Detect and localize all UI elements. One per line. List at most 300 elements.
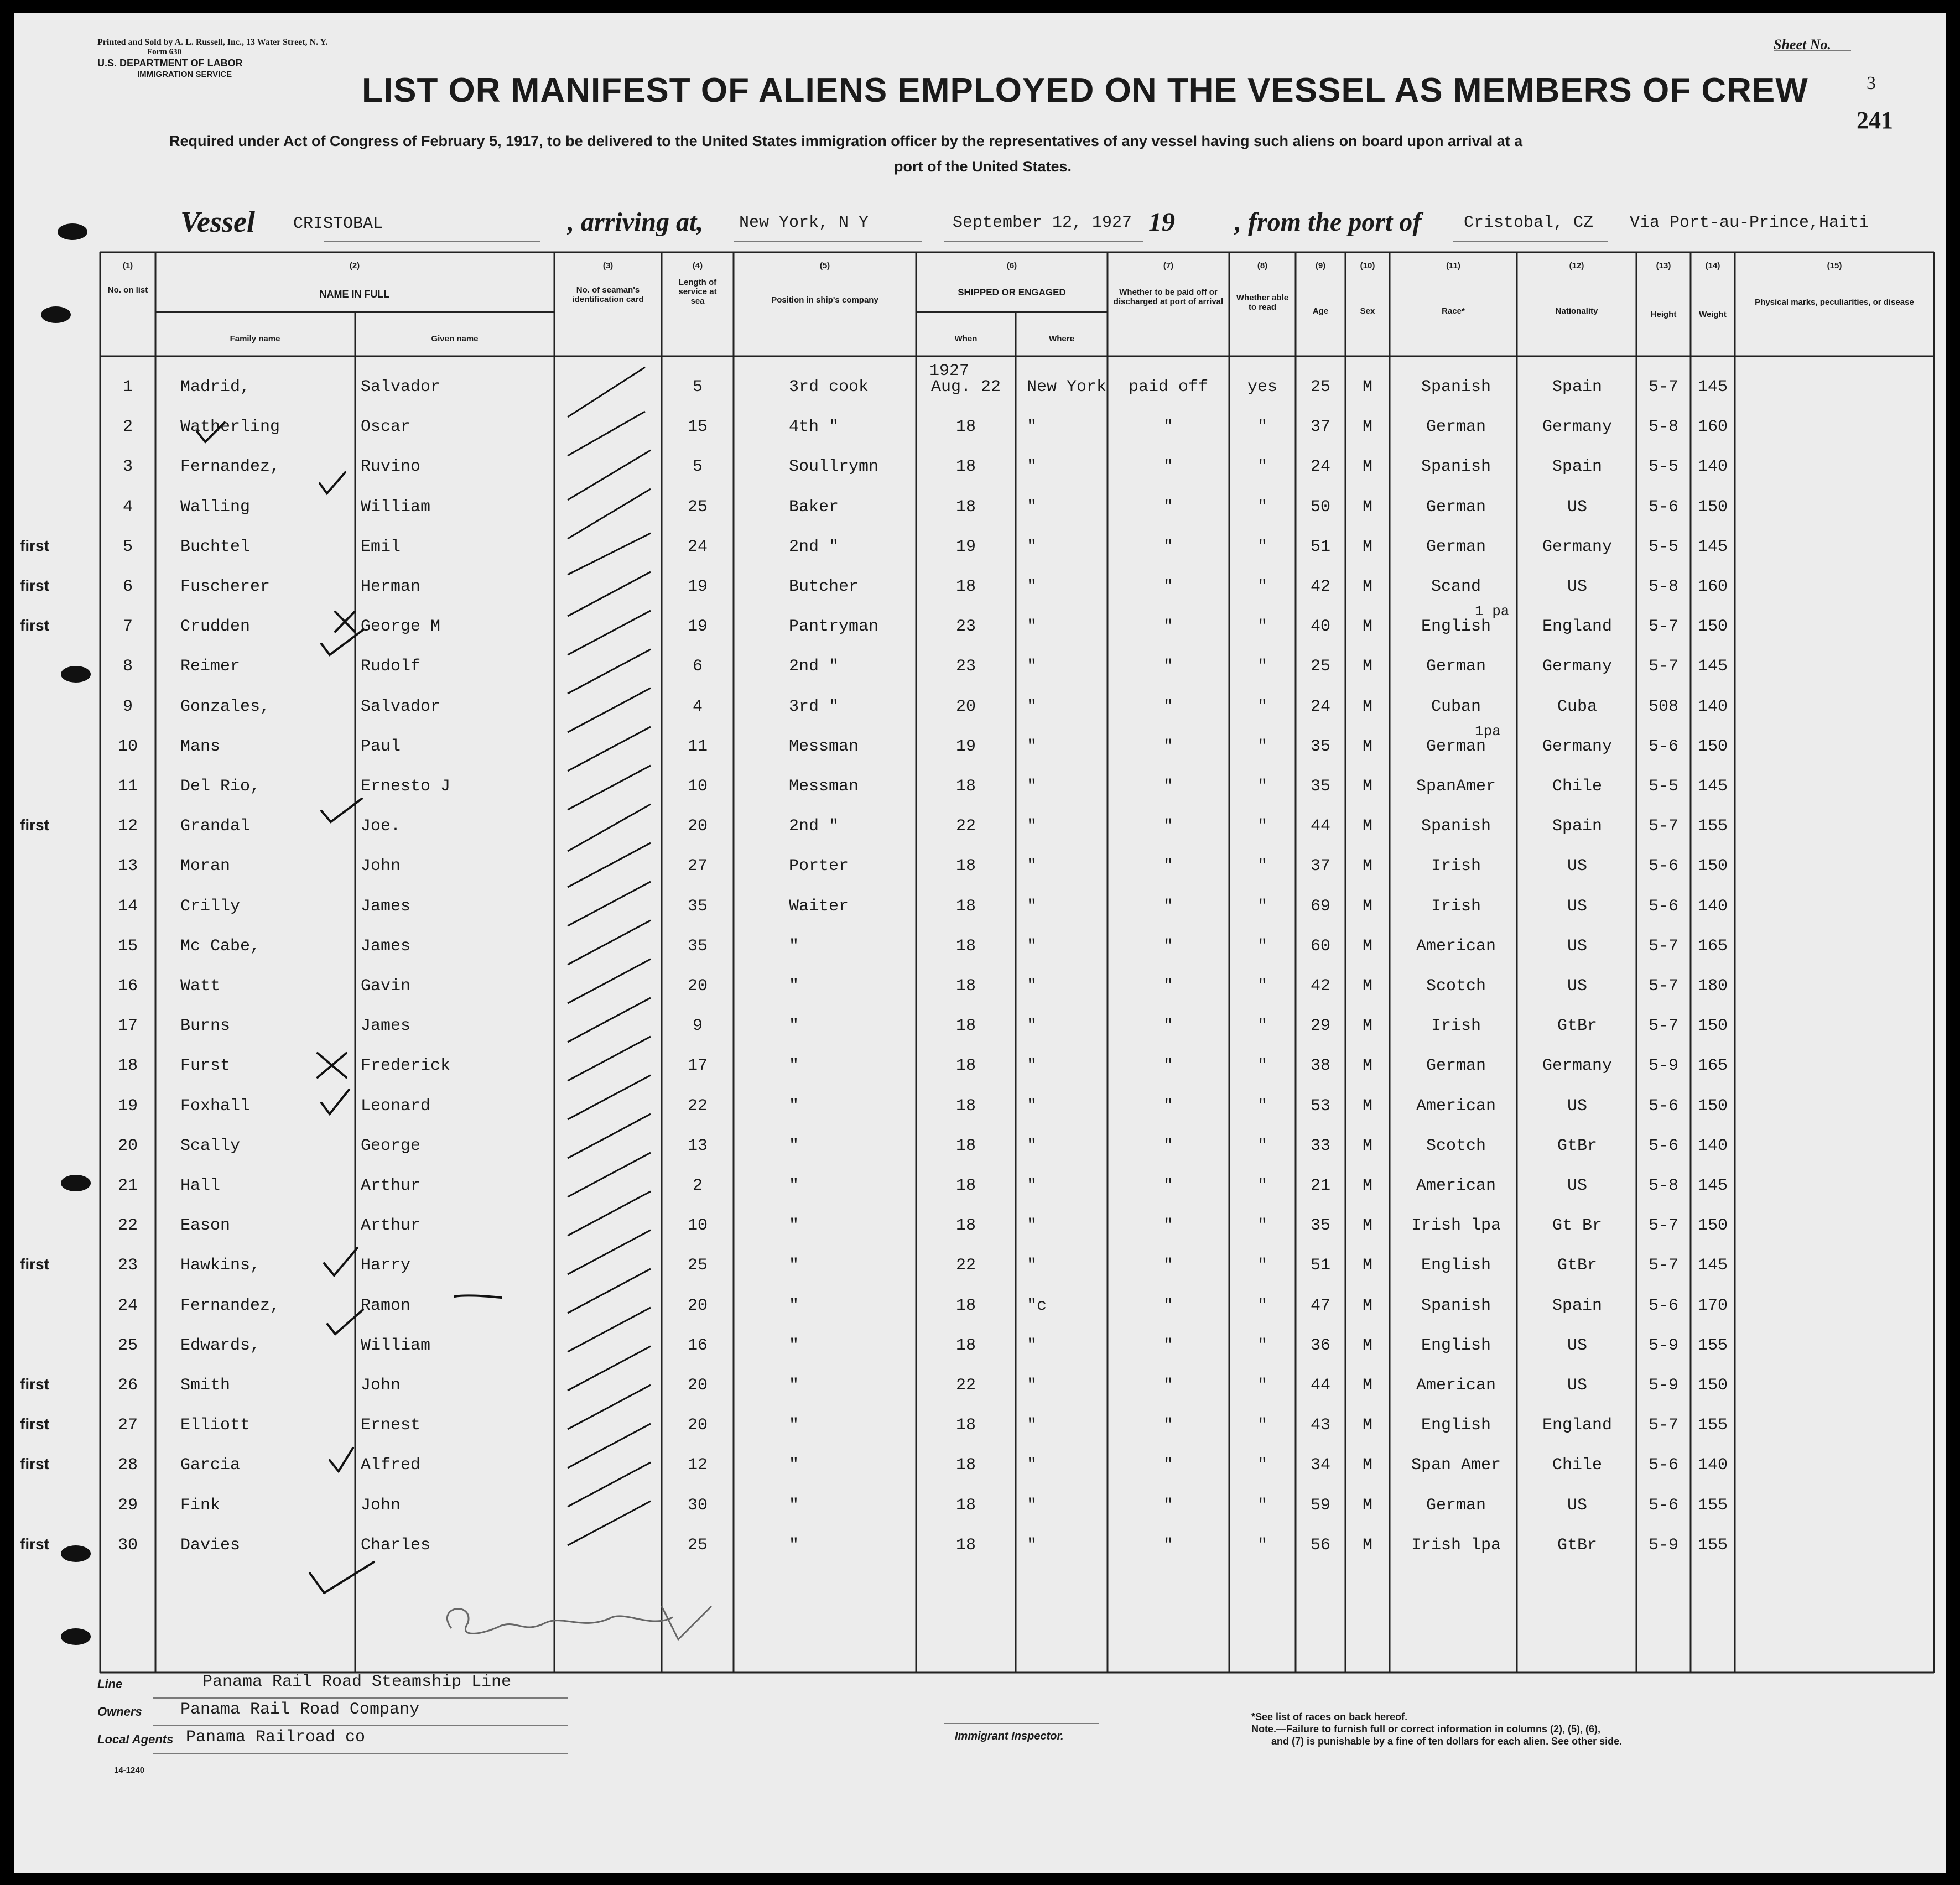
position: Pantryman bbox=[789, 617, 879, 637]
nationality: US bbox=[1567, 1376, 1587, 1395]
length-of-service: 10 bbox=[687, 1216, 708, 1236]
row-number: 19 bbox=[117, 1096, 138, 1116]
position: " bbox=[789, 1376, 799, 1395]
nationality: Spain bbox=[1552, 378, 1602, 397]
sex: M bbox=[1362, 1176, 1372, 1195]
given-name: George M bbox=[361, 617, 441, 637]
col10-header: Sex bbox=[1360, 306, 1375, 316]
col13-number: (13) bbox=[1656, 261, 1671, 270]
sex: M bbox=[1362, 1456, 1372, 1475]
position: " bbox=[789, 1456, 799, 1475]
position: " bbox=[789, 1017, 799, 1036]
age: 50 bbox=[1310, 497, 1330, 517]
col12-header: Nationality bbox=[1555, 306, 1598, 316]
paid-off: " bbox=[1163, 457, 1173, 477]
weight: 150 bbox=[1697, 1216, 1728, 1236]
able-to-read: " bbox=[1257, 497, 1267, 517]
race: Irish lpa bbox=[1411, 1216, 1501, 1236]
shipped-where: " bbox=[1027, 537, 1037, 556]
position: " bbox=[789, 1336, 799, 1355]
paid-off: " bbox=[1163, 977, 1173, 996]
paid-off: " bbox=[1163, 617, 1173, 637]
length-of-service: 13 bbox=[687, 1136, 708, 1155]
col11-number: (11) bbox=[1446, 261, 1460, 270]
length-of-service: 2 bbox=[692, 1176, 703, 1195]
position: " bbox=[789, 1296, 799, 1315]
weight: 150 bbox=[1697, 1096, 1728, 1116]
sex: M bbox=[1362, 1136, 1372, 1155]
given-name: Alfred bbox=[361, 1456, 421, 1475]
nationality: US bbox=[1567, 497, 1587, 517]
given-name: John bbox=[361, 1496, 401, 1515]
length-of-service: 10 bbox=[687, 777, 708, 796]
line-value: Panama Rail Road Steamship Line bbox=[202, 1673, 512, 1691]
able-to-read: " bbox=[1257, 897, 1267, 916]
able-to-read: " bbox=[1257, 617, 1267, 637]
paid-off: " bbox=[1163, 497, 1173, 517]
nationality: Spain bbox=[1552, 817, 1602, 836]
position: " bbox=[789, 1535, 799, 1555]
family-name: Walling bbox=[180, 497, 251, 517]
paid-off: " bbox=[1163, 1496, 1173, 1515]
paid-off: " bbox=[1163, 857, 1173, 876]
age: 35 bbox=[1310, 1216, 1330, 1236]
agents-label: Local Agents bbox=[97, 1732, 174, 1746]
col2-header: NAME IN FULL bbox=[319, 289, 390, 300]
family-name: Edwards, bbox=[180, 1336, 261, 1355]
weight: 140 bbox=[1697, 1136, 1728, 1155]
age: 69 bbox=[1310, 897, 1330, 916]
shipped-when: 22 bbox=[955, 1376, 976, 1395]
height: 5-6 bbox=[1648, 897, 1678, 916]
manifest-sheet bbox=[14, 13, 1946, 1873]
nationality: US bbox=[1567, 977, 1587, 996]
inspector-label: Immigrant Inspector. bbox=[955, 1730, 1064, 1742]
weight: 145 bbox=[1697, 1256, 1728, 1275]
weight: 165 bbox=[1697, 1056, 1728, 1076]
length-of-service: 35 bbox=[687, 936, 708, 956]
paid-off: " bbox=[1163, 1017, 1173, 1036]
nationality: England bbox=[1542, 617, 1613, 637]
age: 34 bbox=[1310, 1456, 1330, 1475]
row-number: 26 bbox=[117, 1376, 138, 1395]
given-name: Emil bbox=[361, 537, 401, 556]
height: 5-9 bbox=[1648, 1056, 1678, 1076]
margin-note: first bbox=[20, 816, 49, 834]
able-to-read: " bbox=[1257, 1136, 1267, 1155]
age: 47 bbox=[1310, 1296, 1330, 1315]
weight: 145 bbox=[1697, 537, 1728, 556]
shipped-where: " bbox=[1027, 1017, 1037, 1036]
agents-value: Panama Railroad co bbox=[186, 1728, 366, 1747]
vessel-label: Vessel bbox=[180, 205, 255, 238]
race: Irish bbox=[1431, 857, 1481, 876]
col5-header: Position in ship's company bbox=[771, 295, 878, 305]
shipped-where: " bbox=[1027, 1216, 1037, 1236]
able-to-read: " bbox=[1257, 577, 1267, 596]
shipped-where: " bbox=[1027, 1456, 1037, 1475]
given-name: James bbox=[361, 1017, 411, 1036]
able-to-read: " bbox=[1257, 418, 1267, 437]
sex: M bbox=[1362, 497, 1372, 517]
able-to-read: " bbox=[1257, 457, 1267, 477]
able-to-read: " bbox=[1257, 1456, 1267, 1475]
weight: 150 bbox=[1697, 497, 1728, 517]
col9-header: Age bbox=[1312, 306, 1329, 316]
race: Scotch bbox=[1426, 977, 1486, 996]
race: Irish bbox=[1431, 897, 1481, 916]
shipped-when: 18 bbox=[955, 497, 976, 517]
able-to-read: " bbox=[1257, 1535, 1267, 1555]
given-name: Ruvino bbox=[361, 457, 421, 477]
age: 25 bbox=[1310, 378, 1330, 397]
age: 36 bbox=[1310, 1336, 1330, 1355]
family-name: Grandal bbox=[180, 817, 251, 836]
nationality: GtBr bbox=[1557, 1017, 1597, 1036]
sex: M bbox=[1362, 1296, 1372, 1315]
margin-note: first bbox=[20, 617, 49, 634]
age: 21 bbox=[1310, 1176, 1330, 1195]
race: Span Amer bbox=[1411, 1456, 1501, 1475]
row-number: 28 bbox=[117, 1456, 138, 1475]
col4-header: Length of service at sea bbox=[678, 278, 717, 306]
position: Baker bbox=[789, 497, 839, 517]
shipped-where: " bbox=[1027, 1096, 1037, 1116]
length-of-service: 4 bbox=[692, 697, 703, 716]
margin-note: first bbox=[20, 1256, 49, 1273]
subtitle-line2: port of the United States. bbox=[894, 158, 1072, 175]
paid-off: " bbox=[1163, 1216, 1173, 1236]
family-name: Moran bbox=[180, 857, 231, 876]
height: 5-6 bbox=[1648, 737, 1678, 756]
shipped-when: 18 bbox=[955, 1416, 976, 1435]
nationality: Germany bbox=[1542, 418, 1613, 437]
height: 5-7 bbox=[1648, 1216, 1678, 1236]
shipped-when: 18 bbox=[955, 418, 976, 437]
age: 25 bbox=[1310, 657, 1330, 676]
race: Scotch bbox=[1426, 1136, 1486, 1155]
paid-off: " bbox=[1163, 537, 1173, 556]
row-number: 12 bbox=[117, 817, 138, 836]
paid-off: " bbox=[1163, 1096, 1173, 1116]
col2-number: (2) bbox=[349, 261, 360, 270]
race-annotation: 1 pa bbox=[1475, 603, 1510, 620]
binder-hole bbox=[61, 1628, 91, 1645]
margin-note: first bbox=[20, 577, 49, 594]
able-to-read: " bbox=[1257, 737, 1267, 756]
family-name: Madrid, bbox=[180, 378, 251, 397]
given-name: George bbox=[361, 1136, 421, 1155]
given-name: Gavin bbox=[361, 977, 411, 996]
sex: M bbox=[1362, 857, 1372, 876]
shipped-where: " bbox=[1027, 777, 1037, 796]
row-number: 4 bbox=[122, 497, 133, 517]
shipped-when: 18 bbox=[955, 1096, 976, 1116]
weight: 150 bbox=[1697, 737, 1728, 756]
family-name: Gonzales, bbox=[180, 697, 271, 716]
position: Messman bbox=[789, 737, 859, 756]
age: 37 bbox=[1310, 857, 1330, 876]
shipped-when: 20 bbox=[955, 697, 976, 716]
paid-off: " bbox=[1163, 817, 1173, 836]
margin-note: first bbox=[20, 1376, 49, 1393]
nationality: England bbox=[1542, 1416, 1613, 1435]
department: U.S. DEPARTMENT OF LABOR bbox=[97, 58, 243, 69]
col3-header: No. of seaman's identification card bbox=[572, 285, 644, 304]
nationality: US bbox=[1567, 857, 1587, 876]
position: " bbox=[789, 1416, 799, 1435]
paid-off: " bbox=[1163, 777, 1173, 796]
sex: M bbox=[1362, 697, 1372, 716]
length-of-service: 22 bbox=[687, 1096, 708, 1116]
sex: M bbox=[1362, 537, 1372, 556]
length-of-service: 20 bbox=[687, 1296, 708, 1315]
row-number: 11 bbox=[117, 777, 138, 796]
footer-note-3: and (7) is punishable by a fine of ten dollars for each alien. See other side. bbox=[1271, 1736, 1623, 1747]
col6-header: SHIPPED OR ENGAGED bbox=[958, 287, 1066, 298]
shipped-when: 22 bbox=[955, 1256, 976, 1275]
race: Spanish bbox=[1421, 378, 1491, 397]
family-name: Mc Cabe, bbox=[180, 936, 261, 956]
able-to-read: " bbox=[1257, 1017, 1267, 1036]
form-number: Form 630 bbox=[147, 48, 182, 56]
able-to-read: " bbox=[1257, 1216, 1267, 1236]
col4-number: (4) bbox=[692, 261, 703, 270]
sex: M bbox=[1362, 977, 1372, 996]
race: American bbox=[1416, 1096, 1496, 1116]
row-number: 18 bbox=[117, 1056, 138, 1076]
family-name: Scally bbox=[180, 1136, 241, 1155]
binder-hole bbox=[61, 1545, 91, 1562]
height: 5-7 bbox=[1648, 1256, 1678, 1275]
length-of-service: 9 bbox=[692, 1017, 703, 1036]
shipped-where: " bbox=[1027, 737, 1037, 756]
length-of-service: 15 bbox=[687, 418, 708, 437]
given-name: Arthur bbox=[361, 1216, 421, 1236]
position: " bbox=[789, 1056, 799, 1076]
weight: 150 bbox=[1697, 857, 1728, 876]
age: 24 bbox=[1310, 697, 1330, 716]
race-annotation: 1pa bbox=[1475, 722, 1501, 740]
able-to-read: " bbox=[1257, 1256, 1267, 1275]
shipped-where: " bbox=[1027, 817, 1037, 836]
able-to-read: " bbox=[1257, 657, 1267, 676]
nationality: Germany bbox=[1542, 1056, 1613, 1076]
weight: 155 bbox=[1697, 1535, 1728, 1555]
age: 37 bbox=[1310, 418, 1330, 437]
row-number: 27 bbox=[117, 1416, 138, 1435]
height: 5-9 bbox=[1648, 1336, 1678, 1355]
race: German bbox=[1426, 1056, 1486, 1076]
length-of-service: 11 bbox=[687, 737, 708, 756]
height: 5-7 bbox=[1648, 378, 1678, 397]
shipped-where: " bbox=[1027, 1376, 1037, 1395]
age: 29 bbox=[1310, 1017, 1330, 1036]
weight: 160 bbox=[1697, 418, 1728, 437]
race: German bbox=[1426, 657, 1486, 676]
age: 35 bbox=[1310, 737, 1330, 756]
position: 3rd cook bbox=[789, 378, 869, 397]
shipped-when: 18 bbox=[955, 1496, 976, 1515]
row-number: 7 bbox=[122, 617, 133, 637]
family-name: Eason bbox=[180, 1216, 231, 1236]
race: Irish lpa bbox=[1411, 1535, 1501, 1555]
given-name: Ernesto J bbox=[361, 777, 451, 796]
shipped-where: " bbox=[1027, 1136, 1037, 1155]
family-name: Fink bbox=[180, 1496, 221, 1515]
able-to-read: " bbox=[1257, 936, 1267, 956]
weight: 155 bbox=[1697, 1336, 1728, 1355]
able-to-read: " bbox=[1257, 1416, 1267, 1435]
given-name: Charles bbox=[361, 1535, 431, 1555]
shipped-where: " bbox=[1027, 1256, 1037, 1275]
row-number: 17 bbox=[117, 1017, 138, 1036]
position: 4th " bbox=[789, 418, 839, 437]
paid-off: " bbox=[1163, 1136, 1173, 1155]
given-name: Paul bbox=[361, 737, 401, 756]
sex: M bbox=[1362, 1056, 1372, 1076]
race: American bbox=[1416, 936, 1496, 956]
sex: M bbox=[1362, 1416, 1372, 1435]
given-name: Leonard bbox=[361, 1096, 431, 1116]
length-of-service: 20 bbox=[687, 977, 708, 996]
weight: 145 bbox=[1697, 1176, 1728, 1195]
paid-off: " bbox=[1163, 1535, 1173, 1555]
age: 33 bbox=[1310, 1136, 1330, 1155]
nationality: US bbox=[1567, 1336, 1587, 1355]
race: Irish bbox=[1431, 1017, 1481, 1036]
height: 5-9 bbox=[1648, 1376, 1678, 1395]
shipped-when: 22 bbox=[955, 817, 976, 836]
col14-number: (14) bbox=[1705, 261, 1720, 270]
nationality: Chile bbox=[1552, 777, 1602, 796]
row-number: 23 bbox=[117, 1256, 138, 1275]
height: 5-8 bbox=[1648, 1176, 1678, 1195]
position: 2nd " bbox=[789, 817, 839, 836]
weight: 145 bbox=[1697, 378, 1728, 397]
arrival-date: September 12, 1927 bbox=[953, 214, 1132, 232]
height: 5-6 bbox=[1648, 857, 1678, 876]
able-to-read: " bbox=[1257, 1296, 1267, 1315]
shipped-when: 18 bbox=[955, 857, 976, 876]
race: German bbox=[1426, 497, 1486, 517]
race: Spanish bbox=[1421, 817, 1491, 836]
position: Soullrymn bbox=[789, 457, 879, 477]
position: " bbox=[789, 977, 799, 996]
weight: 170 bbox=[1697, 1296, 1728, 1315]
nationality: US bbox=[1567, 936, 1587, 956]
height: 5-7 bbox=[1648, 657, 1678, 676]
col6-number: (6) bbox=[1006, 261, 1017, 270]
nationality: GtBr bbox=[1557, 1256, 1597, 1275]
weight: 145 bbox=[1697, 657, 1728, 676]
length-of-service: 17 bbox=[687, 1056, 708, 1076]
position: 2nd " bbox=[789, 537, 839, 556]
sex: M bbox=[1362, 1496, 1372, 1515]
height: 5-9 bbox=[1648, 1535, 1678, 1555]
position: " bbox=[789, 1136, 799, 1155]
weight: 155 bbox=[1697, 1416, 1728, 1435]
position: " bbox=[789, 1176, 799, 1195]
race: SpanAmer bbox=[1416, 777, 1496, 796]
row-number: 22 bbox=[117, 1216, 138, 1236]
sex: M bbox=[1362, 617, 1372, 637]
age: 44 bbox=[1310, 817, 1330, 836]
shipped-when: Aug. 22 bbox=[930, 378, 1001, 397]
paid-off: " bbox=[1163, 1416, 1173, 1435]
length-of-service: 12 bbox=[687, 1456, 708, 1475]
shipped-where: " bbox=[1027, 857, 1037, 876]
row-number: 2 bbox=[122, 418, 133, 437]
sex: M bbox=[1362, 657, 1372, 676]
row-number: 3 bbox=[122, 457, 133, 477]
length-of-service: 6 bbox=[692, 657, 703, 676]
year-above-dates: 1927 bbox=[929, 362, 970, 381]
age: 56 bbox=[1310, 1535, 1330, 1555]
col1-header: No. on list bbox=[107, 285, 148, 295]
shipped-where: " bbox=[1027, 418, 1037, 437]
shipped-when: 18 bbox=[955, 1216, 976, 1236]
sex: M bbox=[1362, 378, 1372, 397]
weight: 165 bbox=[1697, 936, 1728, 956]
able-to-read: " bbox=[1257, 697, 1267, 716]
position: " bbox=[789, 936, 799, 956]
position: 2nd " bbox=[789, 657, 839, 676]
row-number: 9 bbox=[122, 697, 133, 716]
sheet-label: Sheet No. bbox=[1774, 37, 1831, 53]
family-name: Smith bbox=[180, 1376, 231, 1395]
col15-header: Physical marks, peculiarities, or disease bbox=[1755, 298, 1914, 307]
shipped-where: " bbox=[1027, 977, 1037, 996]
height: 5-6 bbox=[1648, 1296, 1678, 1315]
shipped-where: " bbox=[1027, 897, 1037, 916]
length-of-service: 25 bbox=[687, 497, 708, 517]
able-to-read: " bbox=[1257, 1056, 1267, 1076]
shipped-when: 18 bbox=[955, 1336, 976, 1355]
length-of-service: 19 bbox=[687, 577, 708, 596]
shipped-when: 18 bbox=[955, 936, 976, 956]
position: " bbox=[789, 1256, 799, 1275]
height: 5-7 bbox=[1648, 1017, 1678, 1036]
year-label: 19 bbox=[1148, 207, 1175, 237]
col8-header: Whether able to read bbox=[1236, 293, 1289, 312]
col9-number: (9) bbox=[1315, 261, 1326, 270]
row-number: 25 bbox=[117, 1336, 138, 1355]
line-label: Line bbox=[97, 1677, 123, 1691]
shipped-when: 18 bbox=[955, 1176, 976, 1195]
col1-number: (1) bbox=[122, 261, 133, 270]
shipped-when: 18 bbox=[955, 1136, 976, 1155]
sheet-number: 3 bbox=[1867, 73, 1876, 93]
given-name: Salvador bbox=[361, 378, 441, 397]
shipped-where: " bbox=[1027, 1056, 1037, 1076]
col11-header: Race* bbox=[1442, 306, 1465, 316]
shipped-where: " bbox=[1027, 697, 1037, 716]
row-number: 13 bbox=[117, 857, 138, 876]
sex: M bbox=[1362, 1096, 1372, 1116]
given-name-header: Given name bbox=[431, 334, 479, 343]
weight: 155 bbox=[1697, 1496, 1728, 1515]
given-name: William bbox=[361, 1336, 431, 1355]
shipped-when: 18 bbox=[955, 777, 976, 796]
height: 5-7 bbox=[1648, 977, 1678, 996]
family-name: Mans bbox=[180, 737, 221, 756]
sex: M bbox=[1362, 1535, 1372, 1555]
inspector-signature bbox=[447, 1606, 711, 1639]
able-to-read: " bbox=[1257, 537, 1267, 556]
race: English bbox=[1421, 1336, 1491, 1355]
from-port: Cristobal, CZ bbox=[1464, 214, 1594, 232]
